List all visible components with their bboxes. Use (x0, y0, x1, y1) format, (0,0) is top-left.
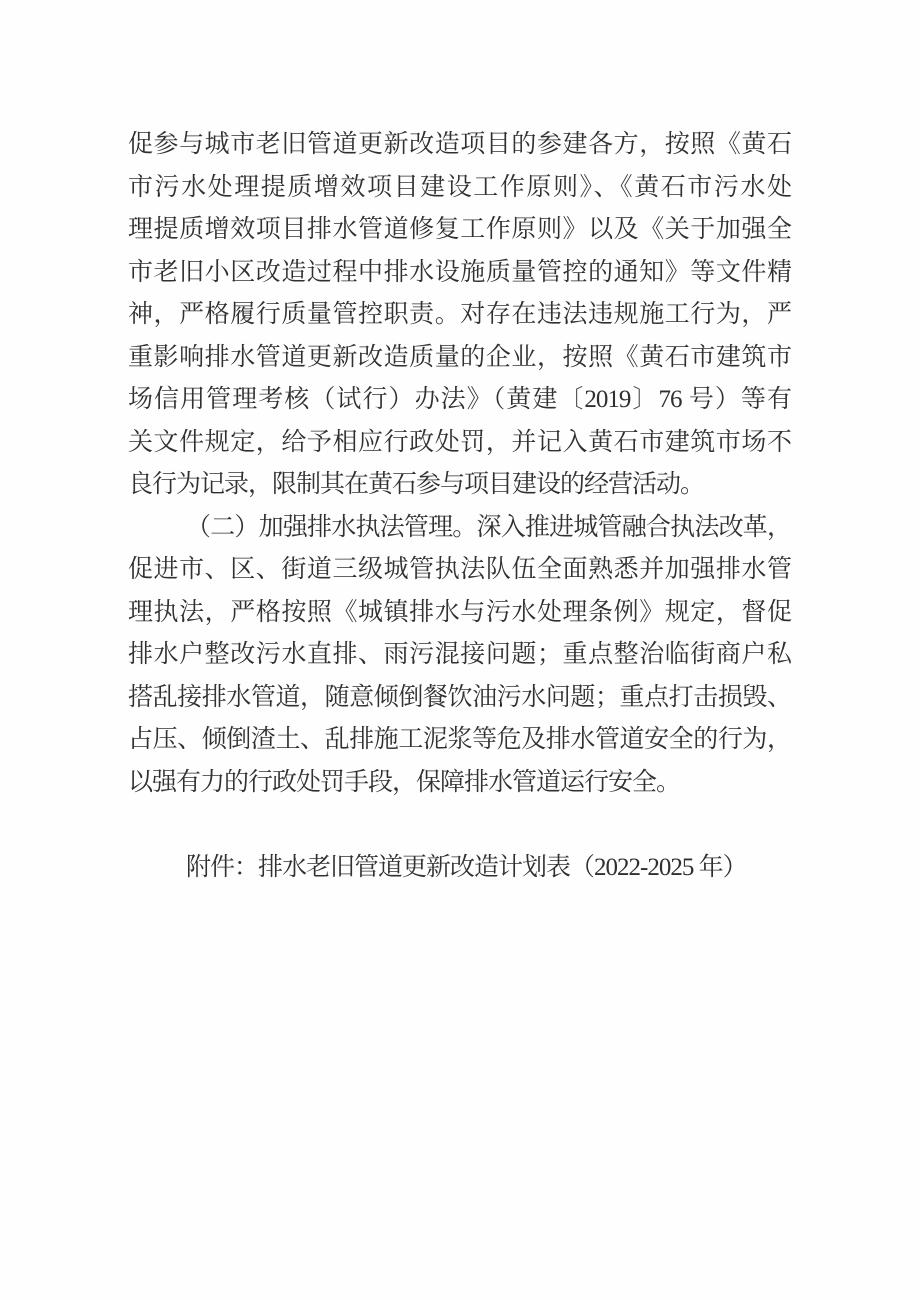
body-text-line: 关文件规定，给予相应行政处罚，并记入黄石市建筑市场不 (128, 428, 791, 456)
body-text-line: 市污水处理提质增效项目建设工作原则》、《黄石市污水处 (128, 173, 791, 201)
blank-line (128, 804, 791, 847)
body-text-line: 搭乱接排水管道，随意倾倒餐饮油污水问题；重点打击损毁、 (128, 683, 791, 711)
body-text-line: 良行为记录，限制其在黄石参与项目建设的经营活动。 (128, 471, 705, 498)
document-text-block (128, 124, 791, 889)
body-text-line: 占压、倾倒渣土、乱排施工泥浆等危及排水管道安全的行为， (128, 726, 791, 753)
body-text-line: 重影响排水管道更新改造质量的企业，按照《黄石市建筑市 (128, 343, 791, 371)
body-text-line: 促参与城市老旧管道更新改造项目的参建各方，按照《黄石 (128, 131, 791, 158)
attachment-reference-line: 附件：排水老旧管道更新改造计划表（2022-2025 年） (186, 853, 747, 881)
body-text-line: 理提质增效项目排水管道修复工作原则》以及《关于加强全 (128, 216, 791, 243)
body-text-line: 神，严格履行质量管控职责。对存在违法违规施工行为，严 (128, 301, 791, 328)
body-text-line: （二）加强排水执法管理。深入推进城管融合执法改革， (186, 513, 791, 541)
body-text-line: 场信用管理考核（试行）办法》（黄建〔2019〕76 号）等有 (128, 386, 791, 413)
body-text-line: 市老旧小区改造过程中排水设施质量管控的通知》等文件精 (128, 258, 791, 286)
body-text-line: 以强有力的行政处罚手段，保障排水管道运行安全。 (128, 768, 681, 796)
body-text-line: 理执法，严格按照《城镇排水与污水处理条例》规定，督促 (128, 598, 791, 626)
body-text-line: 促进市、区、街道三级城管执法队伍全面熟悉并加强排水管 (128, 556, 791, 583)
body-text-line: 排水户整改污水直排、雨污混接问题；重点整治临街商户私 (128, 641, 791, 668)
